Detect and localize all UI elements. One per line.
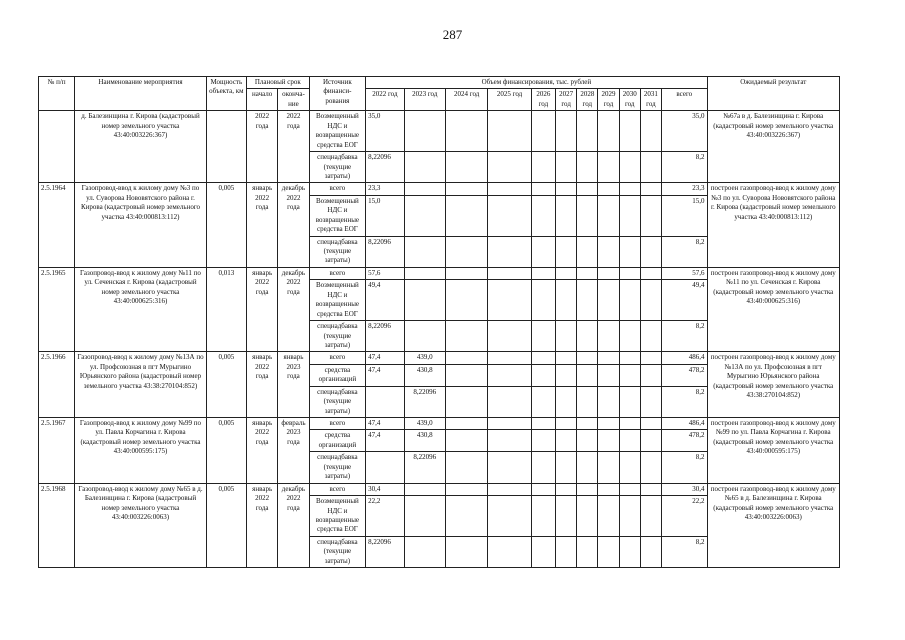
cell-empty	[577, 418, 598, 430]
cell-2023	[404, 183, 445, 195]
cell-empty	[445, 111, 487, 152]
cell-empty	[577, 352, 598, 364]
cell-empty	[556, 536, 577, 567]
row-name: Газопровод-ввод к жилому дому №3 по ул. Суворова Нововятского района г. Кирова (кадастровый номер земельного участка 43:40:000813:112)	[75, 183, 206, 268]
cell-empty	[488, 430, 531, 452]
table-row	[39, 267, 840, 279]
cell-empty	[598, 111, 619, 152]
row-number: 2.5.1968	[39, 483, 75, 568]
cell-total: 23,3	[662, 183, 708, 195]
cell-empty	[619, 352, 640, 364]
cell-2022: 15,0	[366, 195, 404, 236]
header-year: 2029 год	[598, 89, 619, 111]
row-capacity: 0,005	[206, 183, 246, 268]
cell-empty	[598, 183, 619, 195]
row-end: 2022 года	[278, 111, 309, 183]
cell-empty	[640, 496, 661, 537]
cell-empty	[619, 280, 640, 321]
cell-empty	[619, 536, 640, 567]
cell-2022: 47,4	[366, 364, 404, 386]
cell-2023: 439,0	[404, 418, 445, 430]
cell-empty	[619, 430, 640, 452]
cell-empty	[577, 536, 598, 567]
cell-empty	[598, 321, 619, 352]
cell-2023	[404, 483, 445, 495]
cell-empty	[640, 267, 661, 279]
cell-empty	[556, 195, 577, 236]
header-name: Наименование мероприятия	[75, 77, 206, 111]
cell-total: 49,4	[662, 280, 708, 321]
row-source: Возмещенный НДС и возвращенные средства ЕОГ	[309, 195, 366, 236]
table-row	[39, 111, 840, 152]
row-source: спецнадбавка (текущие затраты)	[309, 321, 366, 352]
row-name: д. Балезинщина г. Кирова (кадастровый номер земельного участка 43:40:003226:367)	[75, 111, 206, 183]
cell-empty	[619, 236, 640, 267]
cell-empty	[445, 452, 487, 483]
cell-empty	[598, 352, 619, 364]
row-source: спецнадбавка (текущие затраты)	[309, 236, 366, 267]
cell-2022: 8,22096	[366, 321, 404, 352]
cell-empty	[445, 280, 487, 321]
cell-empty	[556, 111, 577, 152]
row-number: 2.5.1964	[39, 183, 75, 268]
row-end: декабрь 2022 года	[278, 267, 309, 352]
cell-empty	[577, 111, 598, 152]
cell-empty	[531, 364, 555, 386]
cell-empty	[619, 152, 640, 183]
cell-empty	[445, 352, 487, 364]
cell-empty	[488, 496, 531, 537]
cell-2022: 35,0	[366, 111, 404, 152]
cell-empty	[640, 195, 661, 236]
row-result: построен газопровод-ввод к жилому дому №13А по ул. Профсоюзная в пгт Мурыгино Юрьянского района (кадастровый номер земельного участка 43:38:270104:852)	[707, 352, 839, 418]
cell-empty	[598, 280, 619, 321]
cell-total: 57,6	[662, 267, 708, 279]
cell-empty	[445, 236, 487, 267]
row-source: Возмещенный НДС и возвращенные средства ЕОГ	[309, 280, 366, 321]
page-number: 287	[442, 27, 463, 42]
table-row	[39, 418, 840, 430]
header-row-1	[39, 77, 840, 89]
cell-empty	[577, 483, 598, 495]
cell-empty	[488, 321, 531, 352]
cell-2022: 47,4	[366, 352, 404, 364]
row-name: Газопровод-ввод к жилому дому №13А по ул. Профсоюзная в пгт Мурыгино Юрьянского района (кадастровый номер земельного участка 43:38:270104:852)	[75, 352, 206, 418]
cell-2022: 47,4	[366, 430, 404, 452]
row-capacity: 0,005	[206, 483, 246, 568]
cell-empty	[531, 418, 555, 430]
row-capacity: 0,013	[206, 267, 246, 352]
cell-2023	[404, 236, 445, 267]
cell-empty	[531, 236, 555, 267]
cell-empty	[531, 483, 555, 495]
cell-empty	[640, 183, 661, 195]
row-result: №67а в д. Балезинщина г. Кирова (кадастровый номер земельного участка 43:40:003226:367)	[707, 111, 839, 183]
row-number: 2.5.1966	[39, 352, 75, 418]
cell-total: 8,2	[662, 321, 708, 352]
table-row	[39, 183, 840, 195]
cell-empty	[556, 452, 577, 483]
cell-empty	[598, 364, 619, 386]
cell-empty	[598, 195, 619, 236]
row-source: всего	[309, 183, 366, 195]
cell-total: 15,0	[662, 195, 708, 236]
header-year: 2031 год	[640, 89, 661, 111]
cell-empty	[445, 152, 487, 183]
cell-empty	[640, 386, 661, 417]
row-end: январь 2023 года	[278, 352, 309, 418]
cell-2022: 30,4	[366, 483, 404, 495]
cell-empty	[640, 483, 661, 495]
cell-2022: 8,22096	[366, 536, 404, 567]
cell-empty	[531, 496, 555, 537]
row-result: построен газопровод-ввод к жилому дому №3 по ул. Суворова Нововятского района г. Кирова (кадастровый номер земельного участка 43:40:000813:112)	[707, 183, 839, 268]
cell-empty	[640, 364, 661, 386]
cell-2023	[404, 152, 445, 183]
cell-2022: 8,22096	[366, 152, 404, 183]
cell-empty	[640, 418, 661, 430]
cell-empty	[445, 496, 487, 537]
cell-empty	[531, 111, 555, 152]
header-source: Источник финанси-рования	[309, 77, 366, 111]
cell-empty	[556, 483, 577, 495]
cell-empty	[556, 183, 577, 195]
row-source: спецнадбавка (текущие затраты)	[309, 452, 366, 483]
header-year: 2025 год	[488, 89, 531, 111]
header-year: 2024 год	[445, 89, 487, 111]
cell-2023: 430,8	[404, 364, 445, 386]
row-start: январь 2022 года	[247, 267, 278, 352]
cell-total: 30,4	[662, 483, 708, 495]
table-row	[39, 352, 840, 364]
cell-empty	[640, 321, 661, 352]
row-source: спецнадбавка (текущие затраты)	[309, 152, 366, 183]
row-number	[39, 111, 75, 183]
cell-empty	[488, 364, 531, 386]
financing-table	[38, 76, 840, 568]
row-source: Возмещенный НДС и возвращенные средства ЕОГ	[309, 111, 366, 152]
cell-empty	[488, 483, 531, 495]
cell-2023: 430,8	[404, 430, 445, 452]
cell-empty	[488, 111, 531, 152]
cell-empty	[531, 267, 555, 279]
row-capacity	[206, 111, 246, 183]
cell-2022: 8,22096	[366, 236, 404, 267]
cell-empty	[445, 183, 487, 195]
cell-empty	[640, 236, 661, 267]
cell-empty	[531, 183, 555, 195]
cell-empty	[445, 483, 487, 495]
cell-empty	[577, 496, 598, 537]
cell-empty	[531, 452, 555, 483]
cell-2023	[404, 267, 445, 279]
cell-empty	[640, 152, 661, 183]
cell-empty	[488, 352, 531, 364]
header-num: № п/п	[39, 77, 75, 111]
cell-empty	[531, 430, 555, 452]
row-source: средства организаций	[309, 364, 366, 386]
table-row	[39, 483, 840, 495]
header-capacity: Мощность объекта, км	[206, 77, 246, 111]
cell-empty	[488, 418, 531, 430]
cell-empty	[640, 430, 661, 452]
header-volume: Объем финансирования, тыс. рублей	[366, 77, 707, 89]
cell-empty	[556, 152, 577, 183]
cell-empty	[598, 483, 619, 495]
cell-2023	[404, 321, 445, 352]
cell-empty	[556, 418, 577, 430]
cell-empty	[556, 352, 577, 364]
row-source: всего	[309, 483, 366, 495]
row-end: декабрь 2022 года	[278, 483, 309, 568]
row-start: январь 2022 года	[247, 352, 278, 418]
header-plan-term: Плановый срок	[247, 77, 310, 89]
cell-empty	[577, 364, 598, 386]
cell-empty	[445, 195, 487, 236]
cell-empty	[619, 195, 640, 236]
header-year: 2028 год	[577, 89, 598, 111]
cell-empty	[598, 418, 619, 430]
cell-2022: 49,4	[366, 280, 404, 321]
cell-empty	[488, 152, 531, 183]
cell-empty	[598, 386, 619, 417]
header-year: 2022 год	[366, 89, 404, 111]
header-start: начало	[247, 89, 278, 111]
cell-2023	[404, 496, 445, 537]
cell-empty	[556, 280, 577, 321]
row-number: 2.5.1965	[39, 267, 75, 352]
cell-empty	[531, 536, 555, 567]
cell-empty	[577, 452, 598, 483]
cell-empty	[445, 430, 487, 452]
row-source: Возмещенный НДС и возвращенные средства ЕОГ	[309, 496, 366, 537]
cell-2022	[366, 452, 404, 483]
header-year: 2026 год	[531, 89, 555, 111]
cell-empty	[488, 386, 531, 417]
cell-2023	[404, 536, 445, 567]
cell-empty	[445, 364, 487, 386]
cell-empty	[488, 183, 531, 195]
cell-total: 478,2	[662, 364, 708, 386]
row-end: февраль 2023 года	[278, 418, 309, 484]
row-name: Газопровод-ввод к жилому дому №65 в д. Балезинщина г. Кирова (кадастровый номер земельного участка 43:40:003226:0063)	[75, 483, 206, 568]
cell-empty	[598, 236, 619, 267]
cell-empty	[556, 430, 577, 452]
cell-total: 35,0	[662, 111, 708, 152]
cell-empty	[556, 321, 577, 352]
header-year: 2027 год	[556, 89, 577, 111]
cell-empty	[577, 321, 598, 352]
cell-total: 22,2	[662, 496, 708, 537]
cell-empty	[598, 536, 619, 567]
cell-2023	[404, 280, 445, 321]
row-end: декабрь 2022 года	[278, 183, 309, 268]
cell-empty	[531, 195, 555, 236]
cell-empty	[598, 496, 619, 537]
cell-2023: 8,22096	[404, 452, 445, 483]
cell-empty	[445, 321, 487, 352]
cell-empty	[445, 386, 487, 417]
cell-2023: 8,22096	[404, 386, 445, 417]
cell-empty	[598, 430, 619, 452]
cell-total: 486,4	[662, 352, 708, 364]
cell-empty	[640, 280, 661, 321]
cell-total: 478,2	[662, 430, 708, 452]
cell-empty	[619, 496, 640, 537]
cell-empty	[531, 280, 555, 321]
cell-empty	[619, 183, 640, 195]
cell-2022: 23,3	[366, 183, 404, 195]
row-source: спецнадбавка (текущие затраты)	[309, 386, 366, 417]
cell-empty	[619, 321, 640, 352]
cell-empty	[531, 352, 555, 364]
cell-empty	[577, 267, 598, 279]
header-total: всего	[662, 89, 708, 111]
row-start: январь 2022 года	[247, 483, 278, 568]
cell-empty	[640, 452, 661, 483]
row-result: построен газопровод-ввод к жилому дому №65 в д. Балезинщина г. Кирова (кадастровый номер земельного участка 43:40:003226:0063)	[707, 483, 839, 568]
cell-empty	[577, 195, 598, 236]
cell-empty	[556, 386, 577, 417]
cell-total: 8,2	[662, 152, 708, 183]
row-start: 2022 года	[247, 111, 278, 183]
cell-empty	[531, 386, 555, 417]
row-source: всего	[309, 352, 366, 364]
cell-empty	[488, 195, 531, 236]
cell-empty	[577, 152, 598, 183]
cell-total: 8,2	[662, 536, 708, 567]
cell-empty	[619, 364, 640, 386]
cell-2023	[404, 195, 445, 236]
cell-empty	[445, 536, 487, 567]
row-capacity: 0,005	[206, 352, 246, 418]
header-result: Ожидаемый результат	[707, 77, 839, 111]
cell-empty	[619, 418, 640, 430]
cell-empty	[640, 352, 661, 364]
row-result: построен газопровод-ввод к жилому дому №99 по ул. Павла Корчагина г. Кирова (кадастровый номер земельного участка 43:40:000595:175)	[707, 418, 839, 484]
cell-total: 8,2	[662, 386, 708, 417]
cell-empty	[577, 386, 598, 417]
cell-empty	[488, 280, 531, 321]
row-number: 2.5.1967	[39, 418, 75, 484]
cell-total: 8,2	[662, 236, 708, 267]
cell-empty	[488, 236, 531, 267]
header-end: оконча-ние	[278, 89, 309, 111]
header-year: 2030 год	[619, 89, 640, 111]
cell-empty	[488, 267, 531, 279]
header-year: 2023 год	[404, 89, 445, 111]
cell-2023	[404, 111, 445, 152]
cell-empty	[556, 364, 577, 386]
cell-empty	[577, 236, 598, 267]
row-source: всего	[309, 418, 366, 430]
row-result: построен газопровод-ввод к жилому дому №11 по ул. Сеченская г. Кирова (кадастровый номер земельного участка 43:40:000625:316)	[707, 267, 839, 352]
cell-2022: 47,4	[366, 418, 404, 430]
row-name: Газопровод-ввод к жилому дому №99 по ул. Павла Корчагина г. Кирова (кадастровый номер земельного участка 43:40:000595:175)	[75, 418, 206, 484]
cell-total: 8,2	[662, 452, 708, 483]
cell-empty	[556, 496, 577, 537]
cell-empty	[619, 111, 640, 152]
cell-empty	[619, 452, 640, 483]
row-start: январь 2022 года	[247, 418, 278, 484]
cell-empty	[619, 483, 640, 495]
cell-empty	[577, 280, 598, 321]
cell-empty	[488, 452, 531, 483]
row-source: спецнадбавка (текущие затраты)	[309, 536, 366, 567]
cell-empty	[488, 536, 531, 567]
cell-empty	[445, 267, 487, 279]
cell-empty	[577, 430, 598, 452]
cell-empty	[640, 536, 661, 567]
cell-empty	[598, 452, 619, 483]
cell-2022	[366, 386, 404, 417]
cell-empty	[598, 267, 619, 279]
cell-2023: 439,0	[404, 352, 445, 364]
cell-2022: 57,6	[366, 267, 404, 279]
cell-2022: 22,2	[366, 496, 404, 537]
row-source: средства организаций	[309, 430, 366, 452]
row-start: январь 2022 года	[247, 183, 278, 268]
cell-empty	[531, 321, 555, 352]
cell-empty	[577, 183, 598, 195]
cell-empty	[556, 236, 577, 267]
cell-empty	[598, 152, 619, 183]
row-name: Газопровод-ввод к жилому дому №11 по ул. Сеченская г. Кирова (кадастровый номер земельного участка 43:40:000625:316)	[75, 267, 206, 352]
cell-total: 486,4	[662, 418, 708, 430]
cell-empty	[531, 152, 555, 183]
cell-empty	[445, 418, 487, 430]
row-capacity: 0,005	[206, 418, 246, 484]
row-source: всего	[309, 267, 366, 279]
cell-empty	[619, 267, 640, 279]
cell-empty	[619, 386, 640, 417]
cell-empty	[556, 267, 577, 279]
cell-empty	[640, 111, 661, 152]
